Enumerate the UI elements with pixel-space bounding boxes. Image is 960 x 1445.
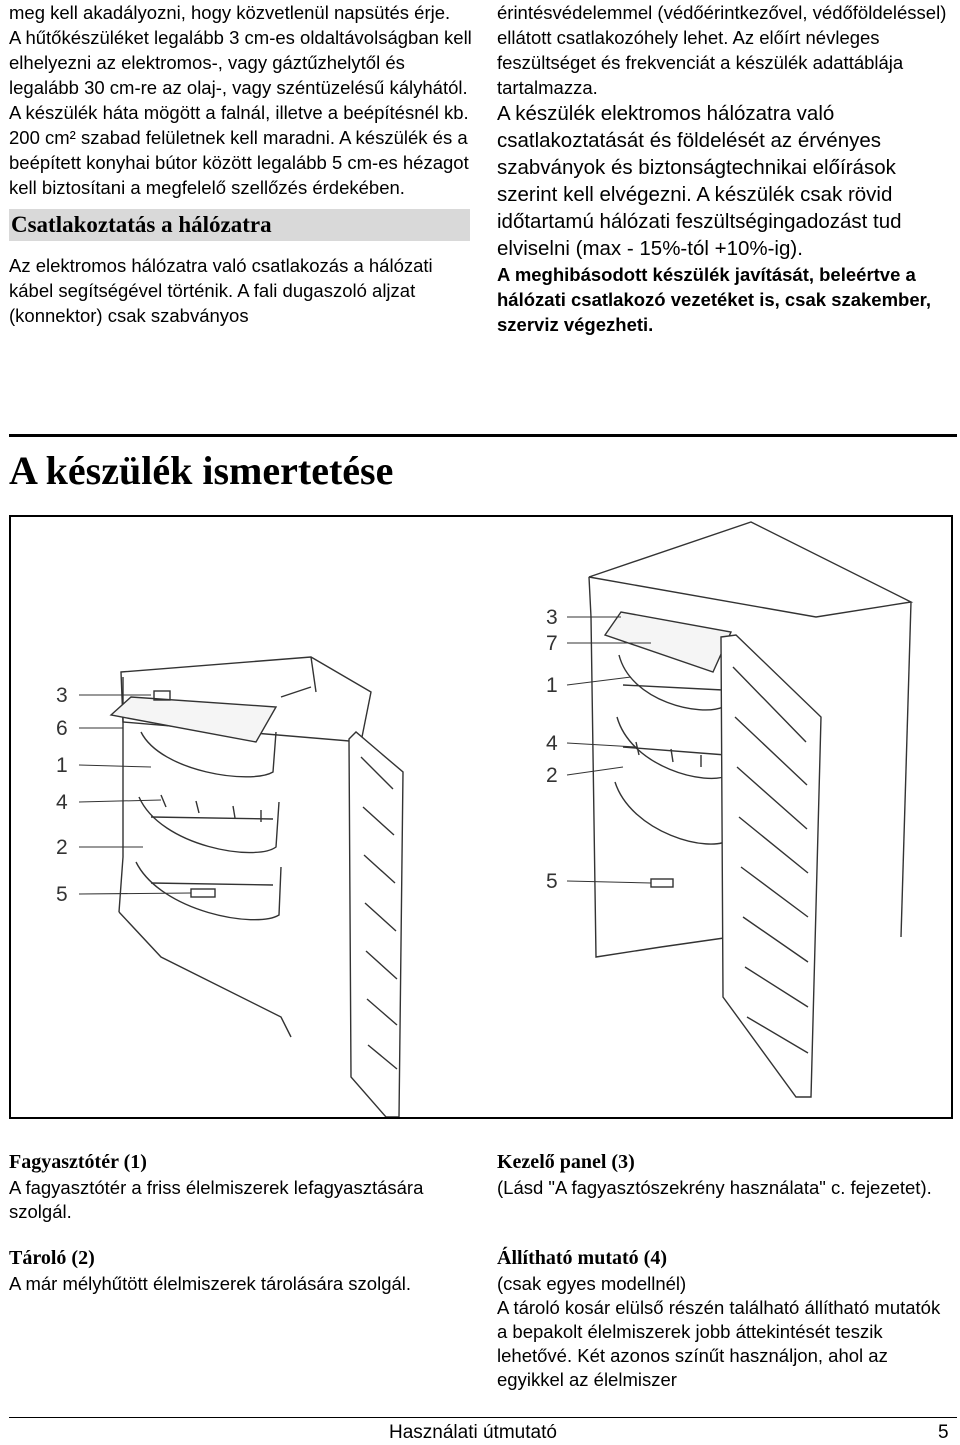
- left-label-2: 2: [56, 836, 68, 859]
- desc-adjustable-indicator: [497, 1246, 952, 1392]
- desc-indicator-title: Állítható mutató (4): [497, 1247, 667, 1269]
- left-label-6: 6: [56, 717, 68, 740]
- right-label-1: 1: [546, 674, 558, 697]
- desc-indicator-text: A tároló kosár elülső részén található állítható mutatók a bepakolt élelmiszerek jobb áttekintését teszik lehetővé. Két azonos színűt használjon, ahol az egyikkel az élelmiszer: [497, 1297, 941, 1390]
- left-paragraph-3: Az elektromos hálózatra való csatlakozás a hálózati kábel segítségével történik. A fali dugaszoló aljzat (konnektor) csak szabványos: [9, 255, 433, 326]
- freezer-illustration: [11, 517, 951, 1117]
- main-title: A készülék ismertetése: [9, 448, 394, 493]
- appliance-figure: [9, 515, 953, 1119]
- left-label-4: 4: [56, 791, 68, 814]
- right-label-4: 4: [546, 732, 558, 755]
- section-heading-connection: Csatlakoztatás a hálózatra: [9, 209, 470, 241]
- right-paragraph-1: érintésvédelemmel (védőérintkezővel, védőföldeléssel) ellátott csatlakozóhely lehet. Az előírt névleges feszültséget és frekvenciát a készülék adattáblája tartalmazza.: [497, 2, 947, 98]
- left-paragraph-2: A hűtőkészüléket legalább 3 cm-es oldaltávolságban kell elhelyezni az elektromos-, vagy gáztűzhelytől és legalább 30 cm-re az olaj-, vagy széntüzelésű kályhától. A készülék háta mögött a falnál, illetve a beépítésnél kb. 200 cm² szabad felületnek kell maradni. A készülék és a beépített konyhai bútor között legalább 5 cm-es hézagot kell biztosítani a megfelelő szellőzés érdekében.: [9, 27, 472, 198]
- desc-indicator-note: (csak egyes modellnél): [497, 1273, 687, 1294]
- left-label-1: 1: [56, 754, 68, 777]
- right-freezer-drawing: [589, 522, 911, 1097]
- left-label-3: 3: [56, 684, 68, 707]
- right-column: [497, 0, 952, 337]
- right-labels: [546, 606, 651, 893]
- right-label-3: 3: [546, 606, 558, 629]
- section-divider: [9, 434, 957, 437]
- right-paragraph-3-warning: A meghibásodott készülék javítását, beleértve a hálózati csatlakozó vezetéket is, csak szakember, szerviz végezheti.: [497, 264, 931, 335]
- desc-control-text: (Lásd "A fagyasztószekrény használata" c. fejezetet).: [497, 1177, 932, 1198]
- left-paragraph-1: meg kell akadályozni, hogy közvetlenül napsütés érje.: [9, 2, 451, 23]
- desc-storage-title: Tároló (2): [9, 1247, 95, 1269]
- desc-control-panel: [497, 1150, 952, 1200]
- right-label-2: 2: [546, 764, 558, 787]
- left-column: [9, 0, 474, 328]
- desc-storage-compartment: [9, 1246, 459, 1296]
- right-label-7: 7: [546, 632, 558, 655]
- left-label-5: 5: [56, 883, 68, 906]
- footer-title: Használati útmutató: [389, 1422, 557, 1443]
- page-number: 5: [938, 1422, 949, 1443]
- footer-divider: [9, 1417, 957, 1418]
- right-label-5: 5: [546, 870, 558, 893]
- desc-freezer-text: A fagyasztótér a friss élelmiszerek lefagyasztására szolgál.: [9, 1177, 424, 1222]
- desc-freezer-title: Fagyasztótér (1): [9, 1151, 147, 1173]
- right-paragraph-2: A készülék elektromos hálózatra való csatlakoztatását és földelését az érvényes szabványok és biztonságtechnikai előírások szerint kell elvégezni. A készülék csak rövid időtartamú hálózati feszültségingadozást tud elviselni (max - 15%-tól +10%-ig).: [497, 102, 902, 260]
- desc-control-title: Kezelő panel (3): [497, 1151, 635, 1173]
- desc-freezer-compartment: [9, 1150, 459, 1224]
- left-freezer-drawing: [111, 657, 403, 1117]
- desc-storage-text: A már mélyhűtött élelmiszerek tárolására szolgál.: [9, 1273, 412, 1294]
